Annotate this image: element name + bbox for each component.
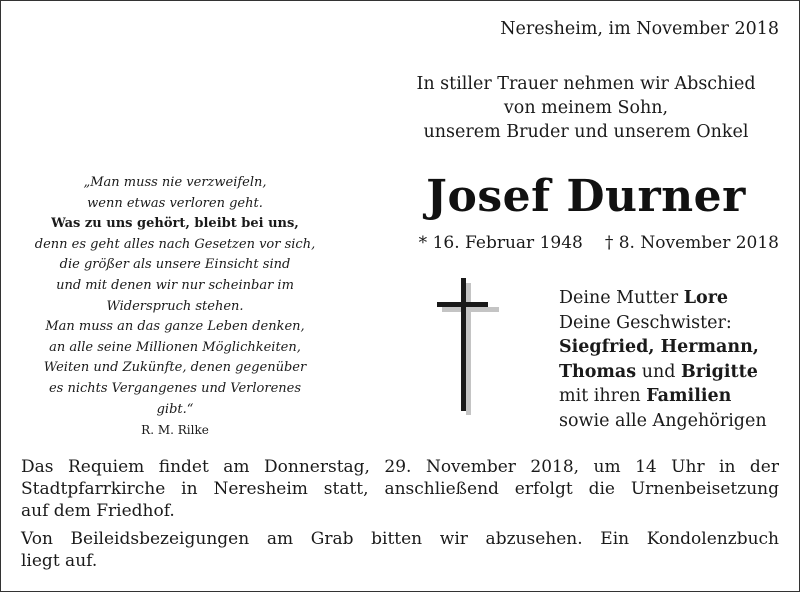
mourner-name: Lore bbox=[683, 288, 729, 308]
quote-line: wenn etwas verloren geht. bbox=[87, 195, 263, 211]
mourner-name: Familien bbox=[646, 386, 732, 406]
quote-line: und mit denen wir nur scheinbar im bbox=[56, 277, 294, 293]
mourner-line: Deine Geschwister: bbox=[559, 312, 732, 333]
paragraph-line: Das Requiem findet am Donnerstag, 29. November 2018, um 14 Uhr in der bbox=[21, 457, 779, 477]
mourners-list bbox=[559, 286, 767, 433]
mourner-line bbox=[559, 335, 767, 360]
quote-line: die größer als unsere Einsicht sind bbox=[59, 257, 291, 273]
mourner-name: Siegfried, Hermann, bbox=[559, 337, 759, 357]
mourner-text: Deine Mutter bbox=[559, 288, 684, 308]
quote-line: Man muss an das ganze Leben denken, bbox=[45, 319, 305, 335]
quote-line: „Man muss nie verzweifeln, bbox=[83, 175, 267, 190]
mourner-name: Thomas bbox=[559, 361, 637, 382]
mourner-text: mit ihren bbox=[559, 386, 647, 406]
intro-line: In stiller Trauer nehmen wir Abschied bbox=[416, 74, 756, 94]
paragraph-line: Von Beileidsbezeigungen am Grab bitten wir abzusehen. Ein Kondolenzbuch bbox=[21, 529, 779, 549]
quote-line: es nichts Vergangenes und Verlorenes bbox=[48, 380, 302, 396]
mourner-line: sowie alle Angehörigen bbox=[559, 410, 767, 431]
quote-line: gibt.“ bbox=[156, 401, 194, 417]
cross-icon bbox=[431, 277, 501, 417]
mourner-name: Brigitte bbox=[681, 361, 758, 382]
quote-line: an alle seine Millionen Möglichkeiten, bbox=[49, 339, 301, 355]
death-date: † 8. November 2018 bbox=[604, 233, 779, 253]
intro-line: unserem Bruder und unserem Onkel bbox=[423, 122, 749, 142]
quote-line: Weiten und Zukünfte, denen gegenüber bbox=[43, 360, 307, 376]
mourner-line bbox=[559, 286, 767, 311]
paragraph-line: liegt auf. bbox=[21, 551, 98, 571]
quote-line: Was zu uns gehört, bleibt bei uns, bbox=[51, 216, 299, 232]
quote-line: denn es geht alles nach Gesetzen vor sich, bbox=[34, 236, 316, 252]
quote-author: R. M. Rilke bbox=[141, 423, 209, 438]
life-dates bbox=[419, 233, 779, 253]
condolence-paragraph bbox=[21, 528, 779, 572]
place-date: Neresheim, im November 2018 bbox=[500, 19, 779, 39]
rilke-quote bbox=[15, 173, 335, 441]
quote-line: Widerspruch stehen. bbox=[106, 298, 244, 314]
birth-date: * 16. Februar 1948 bbox=[418, 233, 583, 253]
intro-line: von meinem Sohn, bbox=[503, 98, 669, 118]
mourner-line bbox=[559, 360, 767, 385]
paragraph-line: auf dem Friedhof. bbox=[21, 501, 175, 521]
requiem-paragraph bbox=[21, 456, 779, 522]
deceased-name: Josef Durner bbox=[426, 171, 746, 222]
intro-text bbox=[381, 72, 791, 144]
mourner-line bbox=[559, 384, 767, 409]
paragraph-line: Stadtpfarrkirche in Neresheim statt, anschließend erfolgt die Urnenbeisetzung bbox=[21, 479, 779, 499]
mourner-text: und bbox=[636, 361, 682, 382]
